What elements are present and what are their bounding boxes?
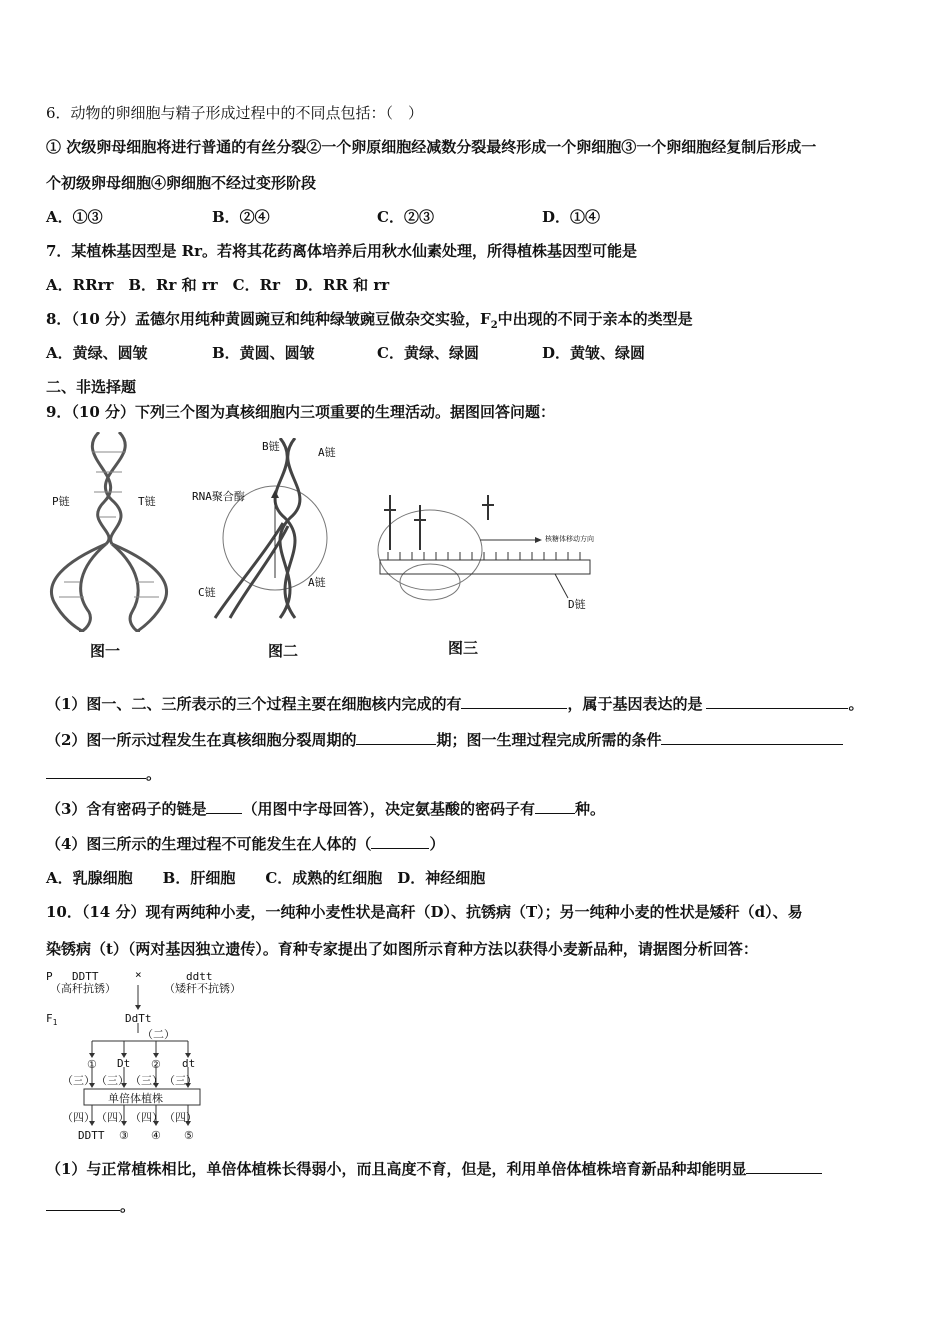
q6-stem: 6．动物的卵细胞与精子形成过程中的不同点包括：（ ） bbox=[46, 104, 424, 122]
diagram-step-3c: （三） bbox=[130, 1074, 163, 1087]
diagram-step-3d: （三） bbox=[164, 1074, 197, 1087]
q9-part2-cont: 。 bbox=[46, 764, 161, 784]
fig2-a-chain-top-label: A链 bbox=[318, 446, 336, 459]
q8-option-a: A．黄绿、圆皱 bbox=[46, 344, 148, 362]
diagram-step-4a: （四） bbox=[62, 1111, 95, 1124]
diagram-step-3b: （三） bbox=[96, 1074, 129, 1087]
q9-part4-options: A．乳腺细胞 B．肝细胞 C．成熟的红细胞 D．神经细胞 bbox=[46, 869, 486, 887]
fig3-d-chain-label: D链 bbox=[568, 598, 586, 611]
diagram-result-ddtt: DDTT bbox=[78, 1129, 105, 1142]
diagram-gamete-dt-upper: Dt bbox=[117, 1057, 131, 1070]
diagram-f1-label: $F_1$ bbox=[46, 1012, 58, 1028]
q10-part1: （1）与正常植株相比，单倍体植株长得弱小，而且高度不育，但是，利用单倍体植株培育新品种却能明显 bbox=[46, 1159, 822, 1179]
fig3-direction-label: 核糖体移动方向 bbox=[545, 535, 594, 543]
figure-1-dna-replication bbox=[44, 432, 174, 632]
diagram-result-3: ③ bbox=[119, 1129, 129, 1142]
q8-option-c: C．黄绿、绿圆 bbox=[377, 344, 479, 362]
q9-part3-blank-a[interactable] bbox=[206, 799, 242, 814]
q6-body-line1: ① 次级卵母细胞将进行普通的有丝分裂②一个卵原细胞经减数分裂最终形成一个卵细胞③一个卵细胞经复制后形成一 bbox=[46, 138, 817, 156]
fig2-a-chain-bottom-label: A链 bbox=[308, 576, 326, 589]
diagram-step-3a: （三） bbox=[62, 1074, 95, 1087]
fig2-c-chain-label: C链 bbox=[198, 586, 216, 599]
q9-part3-blank-b[interactable] bbox=[535, 799, 575, 814]
q9-part1-blank-b[interactable] bbox=[706, 694, 848, 709]
q9-stem: 9．（10 分）下列三个图为真核细胞内三项重要的生理活动。据图回答问题： bbox=[46, 403, 556, 421]
q8-option-d: D．黄皱、绿圆 bbox=[542, 344, 646, 362]
diagram-haploid-box: 单倍体植株 bbox=[108, 1092, 163, 1105]
diagram-gamete-dt-lower: dt bbox=[182, 1057, 196, 1070]
diagram-step-4b: （四） bbox=[96, 1111, 129, 1124]
q6-option-b: B．②④ bbox=[212, 208, 270, 226]
q10-part1-blank-a[interactable] bbox=[746, 1159, 822, 1174]
q10-stem-line2: 染锈病（t）（两对基因独立遗传）。育种专家提出了如图所示育种方法以获得小麦新品种，请据图分析回答： bbox=[46, 940, 758, 958]
figure-2-transcription bbox=[195, 438, 355, 623]
diagram-parent1-desc: （高秆抗锈） bbox=[50, 982, 116, 995]
diagram-parent2-desc: （矮秆不抗锈） bbox=[164, 982, 241, 995]
fig2-b-chain-label: B链 bbox=[262, 440, 280, 453]
fig2-caption: 图二 bbox=[268, 642, 299, 660]
q6-option-c: C．②③ bbox=[377, 208, 434, 226]
q9-part3: （3）含有密码子的链是 （用图中字母回答），决定氨基酸的密码子有 种。 bbox=[46, 800, 605, 818]
q10-part1-blank-b[interactable] bbox=[46, 1196, 120, 1211]
diagram-cross: × bbox=[135, 968, 142, 981]
q9-part2-blank-b[interactable] bbox=[661, 730, 843, 745]
diagram-parent1: DDTT bbox=[72, 970, 99, 983]
q9-part2-blank-c[interactable] bbox=[46, 764, 146, 779]
diagram-result-4: ④ bbox=[151, 1129, 161, 1142]
diagram-p-label: P bbox=[46, 970, 53, 983]
q6-option-d: D．①④ bbox=[542, 208, 601, 226]
q10-part1-cont: 。 bbox=[46, 1196, 135, 1216]
q8-option-b: B．黄圆、圆皱 bbox=[212, 344, 315, 362]
fig2-enzyme-label: RNA聚合酶 bbox=[192, 490, 245, 503]
diagram-gamete-2: ② bbox=[151, 1058, 161, 1071]
diagram-f1-genotype: DdTt bbox=[125, 1012, 152, 1025]
q9-part1: （1）图一、二、三所表示的三个过程主要在细胞核内完成的有 ，属于基因表达的是 。 bbox=[46, 695, 864, 713]
section-heading: 二、非选择题 bbox=[46, 378, 137, 396]
q9-part2: （2）图一所示过程发生在真核细胞分裂周期的 期；图一生理过程完成所需的条件 bbox=[46, 730, 843, 750]
q9-part4: （4）图三所示的生理过程不可能发生在人体的（ ） bbox=[46, 835, 445, 853]
fig1-p-chain-label: P链 bbox=[52, 495, 70, 508]
fig3-caption: 图三 bbox=[448, 639, 479, 657]
diagram-gamete-1: ① bbox=[87, 1058, 97, 1071]
diagram-result-5: ⑤ bbox=[184, 1129, 194, 1142]
q8-stem: 8．（10 分）孟德尔用纯种黄圆豌豆和纯种绿皱豌豆做杂交实验，$F_2$中出现的不同于亲本的类型是 bbox=[46, 310, 693, 331]
fig1-caption: 图一 bbox=[90, 642, 121, 660]
q7-options: A．RRrr B．Rr 和 rr C．Rr D．RR 和 rr bbox=[46, 276, 390, 294]
diagram-step-4c: （四） bbox=[130, 1111, 163, 1124]
q9-part1-blank-a[interactable] bbox=[461, 694, 567, 709]
q9-part2-blank-a[interactable] bbox=[356, 730, 436, 745]
q7-stem: 7．某植株基因型是 Rr。若将其花药离体培养后用秋水仙素处理，所得植株基因型可能是 bbox=[46, 242, 638, 260]
diagram-step-2: （二） bbox=[142, 1028, 175, 1041]
q9-part4-blank[interactable] bbox=[371, 834, 429, 849]
q6-body-line2: 个初级卵母细胞④卵细胞不经过变形阶段 bbox=[46, 174, 317, 192]
diagram-step-4d: （四） bbox=[164, 1111, 197, 1124]
diagram-parent2: ddtt bbox=[186, 970, 213, 983]
fig1-t-chain-label: T链 bbox=[138, 495, 156, 508]
q6-option-a: A．①③ bbox=[46, 208, 103, 226]
q10-stem-line1: 10．（14 分）现有两纯种小麦，一纯种小麦性状是高秆（D）、抗锈病（T）；另一纯种小麦的性状是矮秆（d）、易 bbox=[46, 903, 803, 921]
